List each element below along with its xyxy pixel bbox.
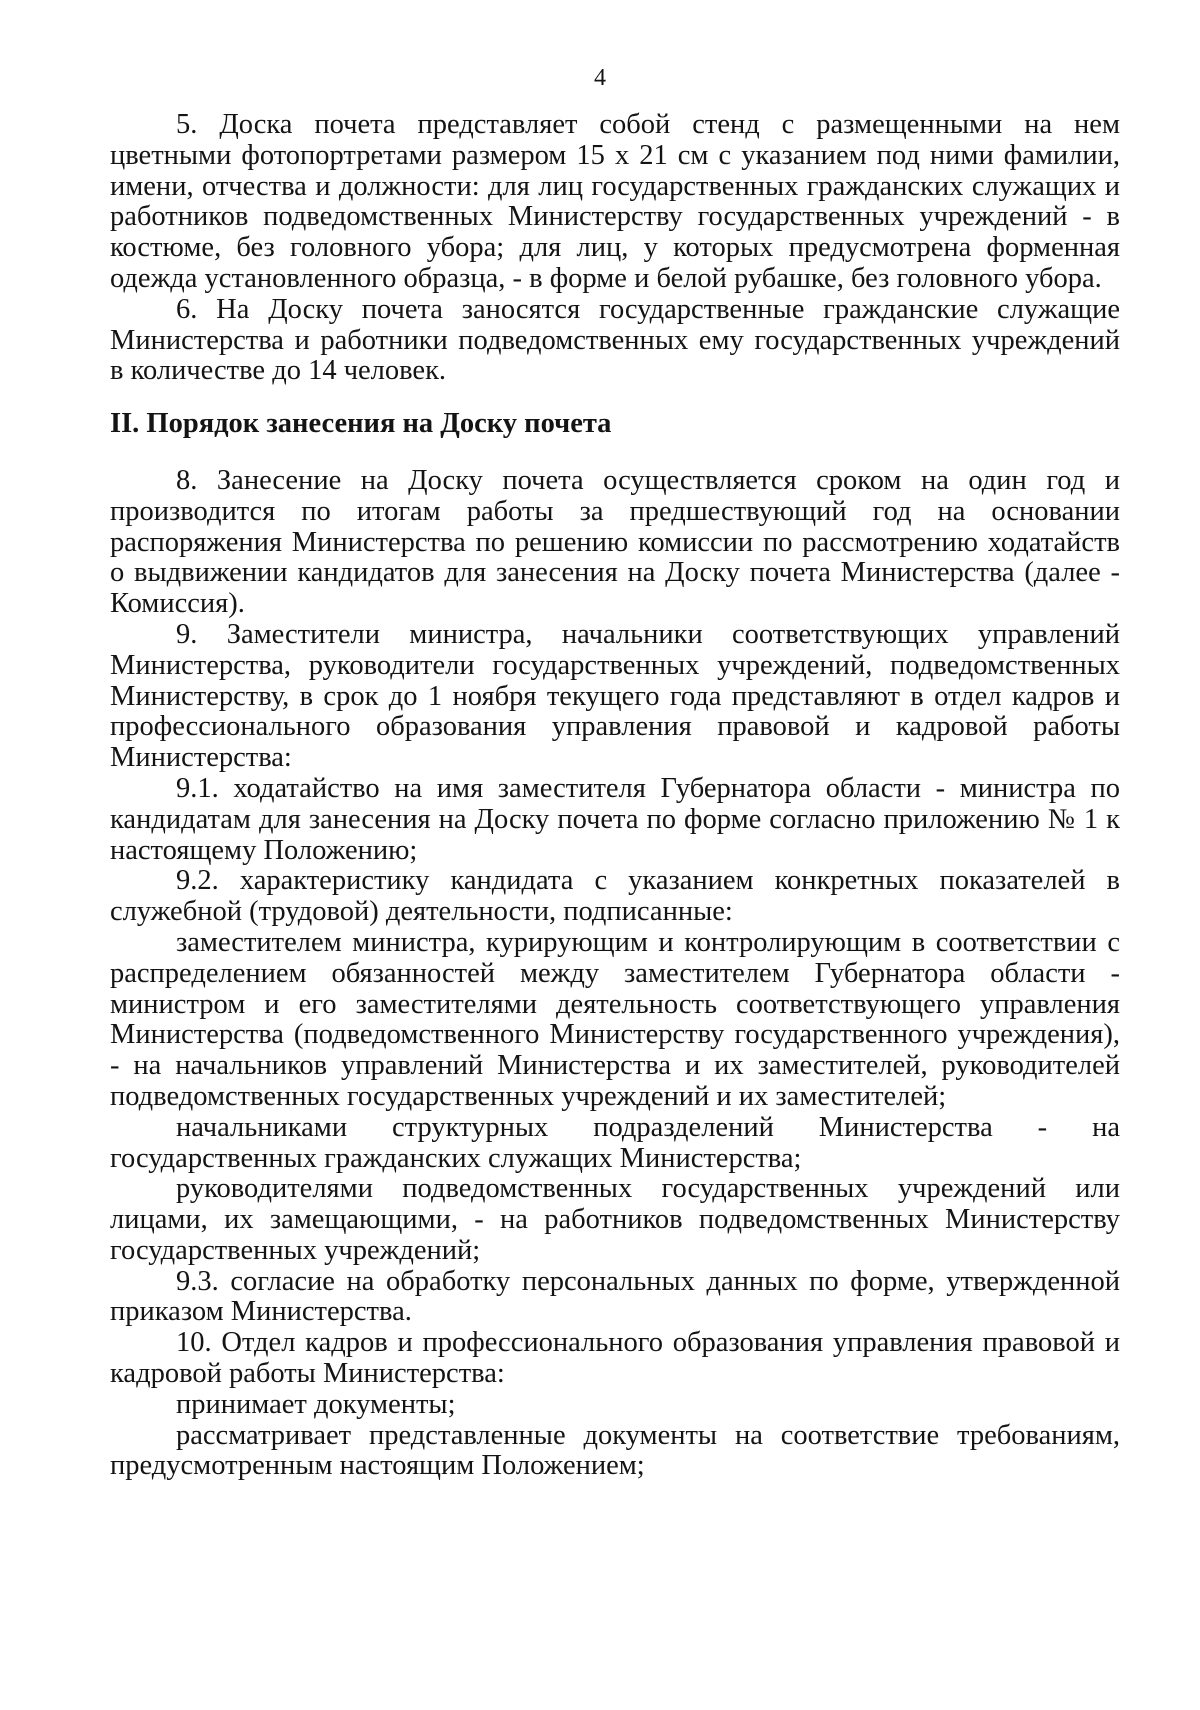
text-line: распределением обязанностей между заместителем Губернатора области - [110, 957, 1120, 989]
paragraph [110, 866, 1120, 928]
text-line: подведомственных государственных учреждений и их заместителей; [110, 1080, 947, 1112]
section-heading: II. Порядок занесения на Доску почета [110, 408, 612, 440]
text-line: профессионального образования управления правовой и кадровой работы [110, 711, 1120, 743]
text-line: Министерства (подведомственного Министерству государственного учреждения), [110, 1019, 1120, 1051]
text-line: Министерству, в срок до 1 ноября текущего года представляют в отдел кадров и [110, 680, 1120, 712]
text-line: 5. Доска почета представляет собой стенд с размещенными на нем [176, 109, 1120, 140]
document-body [110, 110, 1120, 1482]
text-line: руководителями подведомственных государственных учреждений или [176, 1173, 1120, 1205]
paragraph [110, 928, 1120, 1113]
text-line: заместителем министра, курирующим и контролирующим в соответствии с [176, 926, 1120, 958]
text-line: предусмотренным настоящим Положением; [110, 1450, 645, 1482]
text-line: работников подведомственных Министерству государственных учреждений - в [110, 201, 1120, 233]
text-line: Министерства и работники подведомственных ему государственных учреждений [110, 324, 1120, 356]
text-line: начальниками структурных подразделений Министерства - на [176, 1111, 1120, 1143]
text-line: производится по итогам работы за предшествующий год на основании [110, 495, 1120, 527]
text-line: служебной (трудовой) деятельности, подписанные: [110, 896, 733, 928]
text-line: о выдвижении кандидатов для занесения на Доску почета Министерства (далее - [110, 557, 1120, 589]
paragraph [110, 774, 1120, 866]
text-line: костюме, без головного убора; для лиц, у которых предусмотрена форменная [110, 232, 1120, 264]
paragraph [110, 1328, 1120, 1390]
text-line: приказом Министерства. [110, 1296, 412, 1328]
text-line: министром и его заместителями деятельность соответствующего управления [110, 988, 1120, 1020]
paragraph [110, 1390, 1120, 1421]
text-line: лицами, их замещающими, - на работников подведомственных Министерству [110, 1204, 1120, 1236]
text-line: рассматривает представленные документы на соответствие требованиям, [176, 1419, 1120, 1451]
text-line: государственных гражданских служащих Министерства; [110, 1142, 802, 1174]
paragraph [110, 1113, 1120, 1175]
text-line: Комиссия). [110, 588, 245, 620]
paragraph [110, 1267, 1120, 1329]
paragraph [110, 466, 1120, 620]
text-line: 9.3. согласие на обработку персональных данных по форме, утвержденной [176, 1265, 1120, 1297]
text-line: 10. Отдел кадров и профессионального образования управления правовой и [176, 1327, 1120, 1359]
paragraph [110, 620, 1120, 774]
text-line: распоряжения Министерства по решению комиссии по рассмотрению ходатайств [110, 526, 1120, 558]
text-line: Министерства, руководители государственных учреждений, подведомственных [110, 649, 1120, 681]
text-line: настоящему Положению; [110, 834, 418, 866]
text-line: кадровой работы Министерства: [110, 1358, 505, 1390]
text-line: государственных учреждений; [110, 1234, 481, 1266]
text-line: принимает документы; [176, 1388, 456, 1420]
text-line: 9.2. характеристику кандидата с указанием конкретных показателей в [176, 865, 1120, 897]
text-line: - на начальников управлений Министерства и их заместителей, руководителей [110, 1050, 1120, 1082]
text-line: 6. На Доску почета заносятся государственные гражданские служащие [176, 293, 1120, 325]
text-line: одежда установленного образца, - в форме и белой рубашке, без головного убора. [110, 262, 1102, 294]
text-line: 8. Занесение на Доску почета осуществляется сроком на один год и [176, 464, 1120, 496]
text-line: цветными фотопортретами размером 15 х 21 см с указанием под ними фамилии, [110, 139, 1120, 171]
text-line: в количестве до 14 человек. [110, 355, 447, 387]
paragraph [110, 1421, 1120, 1483]
paragraph [110, 1174, 1120, 1266]
text-line: кандидатам для занесения на Доску почета по форме согласно приложению № 1 к [110, 803, 1120, 835]
text-line: 9.1. ходатайство на имя заместителя Губернатора области - министра по [176, 772, 1120, 804]
text-line: Министерства: [110, 742, 292, 774]
paragraph [110, 110, 1120, 295]
text-line: имени, отчества и должности: для лиц государственных гражданских служащих и [110, 170, 1120, 202]
page-number: 4 [594, 65, 606, 91]
text-line: 9. Заместители министра, начальники соответствующих управлений [176, 618, 1120, 650]
paragraph [110, 295, 1120, 387]
